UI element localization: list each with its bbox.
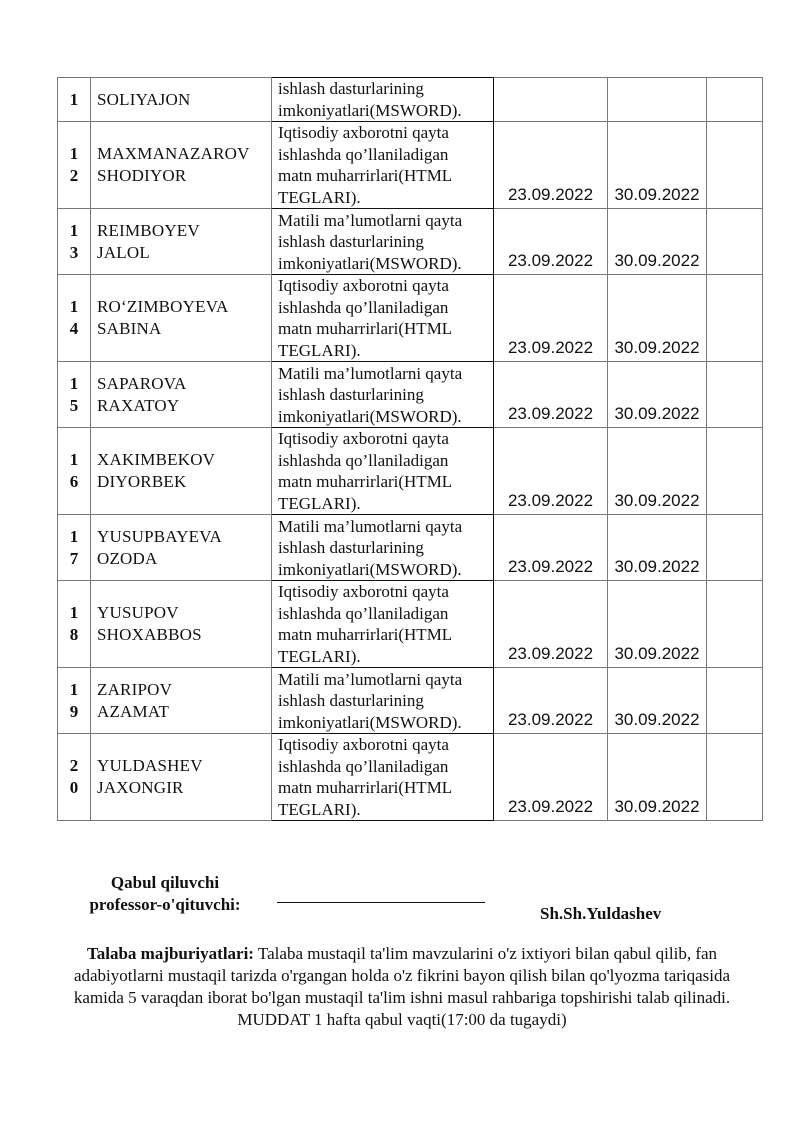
student-name <box>91 668 272 734</box>
row-number-line: 1 <box>69 679 79 699</box>
row-number <box>58 734 91 821</box>
topic-line: Iqtisodiy axborotni qayta <box>278 123 449 142</box>
table-row <box>58 515 763 581</box>
row-number <box>58 362 91 428</box>
end-date: 30.09.2022 <box>608 209 707 275</box>
student-name-line: DIYORBEK <box>97 472 187 491</box>
row-number-line: 1 <box>69 89 79 109</box>
signature-cell <box>707 428 763 515</box>
topic-line: TEGLARI). <box>278 646 361 666</box>
topic <box>272 78 494 122</box>
start-date: 23.09.2022 <box>494 668 608 734</box>
row-number-line: 0 <box>69 778 79 797</box>
topic-line: imkoniyatlari(MSWORD). <box>278 559 462 579</box>
student-name-line: REIMBOYEV <box>97 220 200 240</box>
student-name-line: YUSUPBAYEVA <box>97 526 223 546</box>
topic <box>272 581 494 668</box>
table-row <box>58 734 763 821</box>
student-name-line: AZAMAT <box>97 701 170 721</box>
assignment-table <box>57 77 763 821</box>
student-name-line: RAXATOY <box>97 395 180 415</box>
topic-line: Iqtisodiy axborotni qayta <box>278 735 449 754</box>
signature-cell <box>707 734 763 821</box>
topic-line: ishlashda qo’llaniladigan <box>278 144 449 164</box>
row-number <box>58 78 91 122</box>
signature-cell <box>707 515 763 581</box>
student-name-line: JAXONGIR <box>97 778 184 797</box>
row-number-line: 1 <box>69 373 79 393</box>
student-name-line: SABINA <box>97 319 162 338</box>
table-row <box>58 275 763 362</box>
student-name-line: YULDASHEV <box>97 756 203 775</box>
table-row <box>58 122 763 209</box>
topic <box>272 668 494 734</box>
topic-line: matn muharrirlari(HTML <box>278 625 453 644</box>
student-name <box>91 428 272 515</box>
end-date: 30.09.2022 <box>608 428 707 515</box>
row-number <box>58 122 91 209</box>
student-name <box>91 78 272 122</box>
student-name-line: MAXMANAZAROV <box>97 144 250 163</box>
table-row <box>58 209 763 275</box>
topic-line: ishlash dasturlarining <box>278 538 424 557</box>
row-number <box>58 581 91 668</box>
student-name-line: ZARIPOV <box>97 679 173 699</box>
topic-line: Matili ma’lumotlarni qayta <box>278 210 463 230</box>
student-name-line: JALOL <box>97 242 150 262</box>
row-number-line: 6 <box>69 472 79 491</box>
start-date: 23.09.2022 <box>494 275 608 362</box>
topic <box>272 275 494 362</box>
row-number-line: 2 <box>69 756 79 775</box>
topic-line: ishlash dasturlarining <box>278 691 424 710</box>
end-date: 30.09.2022 <box>608 515 707 581</box>
topic-line: matn muharrirlari(HTML <box>278 319 453 338</box>
student-name <box>91 275 272 362</box>
topic-line: TEGLARI). <box>278 799 361 819</box>
start-date: 23.09.2022 <box>494 734 608 821</box>
row-number-line: 1 <box>69 144 79 163</box>
row-number <box>58 428 91 515</box>
end-date: 30.09.2022 <box>608 275 707 362</box>
topic-line: Iqtisodiy axborotni qayta <box>278 429 449 448</box>
start-date <box>494 78 608 122</box>
row-number-line: 2 <box>69 166 79 185</box>
student-obligations <box>60 943 744 1031</box>
row-number-line: 5 <box>69 395 79 415</box>
topic <box>272 428 494 515</box>
professor-name: Sh.Sh.Yuldashev <box>540 904 662 923</box>
row-number-line: 1 <box>69 220 79 240</box>
student-name <box>91 362 272 428</box>
topic-line: matn muharrirlari(HTML <box>278 472 453 491</box>
row-number <box>58 209 91 275</box>
receiver-label-line2: professor-o'qituvchi: <box>89 895 241 914</box>
topic-line: Matili ma’lumotlarni qayta <box>278 363 463 383</box>
topic-line: imkoniyatlari(MSWORD). <box>278 406 462 426</box>
receiver-label-line1: Qabul qiluvchi <box>110 873 220 892</box>
row-number-line: 1 <box>69 297 79 316</box>
topic-line: Iqtisodiy axborotni qayta <box>278 582 449 601</box>
topic-line: Matili ma’lumotlarni qayta <box>278 516 463 536</box>
student-name-line: SOLIYAJON <box>97 89 191 109</box>
row-number-line: 3 <box>69 242 79 262</box>
topic <box>272 515 494 581</box>
row-number <box>58 515 91 581</box>
student-name <box>91 581 272 668</box>
topic-line: matn muharrirlari(HTML <box>278 166 453 185</box>
student-name-line: SAPAROVA <box>97 373 187 393</box>
receiver-label <box>70 872 260 916</box>
start-date: 23.09.2022 <box>494 209 608 275</box>
table-row <box>58 362 763 428</box>
student-name <box>91 515 272 581</box>
topic-line: imkoniyatlari(MSWORD). <box>278 100 462 120</box>
start-date: 23.09.2022 <box>494 581 608 668</box>
topic <box>272 122 494 209</box>
end-date: 30.09.2022 <box>608 122 707 209</box>
end-date: 30.09.2022 <box>608 734 707 821</box>
topic-line: ishlashda qo’llaniladigan <box>278 450 449 470</box>
signature-cell <box>707 78 763 122</box>
table-row <box>58 581 763 668</box>
topic-line: TEGLARI). <box>278 187 361 207</box>
topic-line: TEGLARI). <box>278 493 361 513</box>
signature-cell <box>707 275 763 362</box>
student-name-line: YUSUPOV <box>97 603 179 622</box>
topic-line: ishlashda qo’llaniladigan <box>278 297 449 317</box>
signature-cell <box>707 581 763 668</box>
student-name <box>91 122 272 209</box>
row-number-line: 1 <box>69 526 79 546</box>
start-date: 23.09.2022 <box>494 122 608 209</box>
topic-line: ishlash dasturlarining <box>278 232 424 251</box>
student-name-line: RO‘ZIMBOYEVA <box>97 297 229 316</box>
topic-line: ishlash dasturlarining <box>278 79 424 98</box>
topic <box>272 362 494 428</box>
signature-cell <box>707 362 763 428</box>
topic-line: Iqtisodiy axborotni qayta <box>278 276 449 295</box>
table-row <box>58 668 763 734</box>
row-number-line: 4 <box>69 319 79 338</box>
start-date: 23.09.2022 <box>494 362 608 428</box>
student-name-line: SHODIYOR <box>97 166 187 185</box>
student-name <box>91 734 272 821</box>
topic-line: ishlashda qo’llaniladigan <box>278 603 449 623</box>
topic <box>272 734 494 821</box>
student-name <box>91 209 272 275</box>
row-number-line: 1 <box>69 603 79 622</box>
student-name-line: OZODA <box>97 548 158 568</box>
topic-line: TEGLARI). <box>278 340 361 360</box>
topic-line: ishlash dasturlarining <box>278 385 424 404</box>
signature-cell <box>707 668 763 734</box>
row-number-line: 8 <box>69 625 79 644</box>
end-date: 30.09.2022 <box>608 362 707 428</box>
table-row <box>58 428 763 515</box>
topic <box>272 209 494 275</box>
row-number <box>58 275 91 362</box>
topic-line: imkoniyatlari(MSWORD). <box>278 253 462 273</box>
student-name-line: XAKIMBEKOV <box>97 450 216 469</box>
obligations-title: Talaba majburiyatlari: <box>86 944 254 963</box>
topic-line: imkoniyatlari(MSWORD). <box>278 712 462 732</box>
student-name-line: SHOXABBOS <box>97 625 202 644</box>
signature-line <box>277 902 485 903</box>
obligations-text: Talaba mustaqil ta'lim mavzularini o'z ixtiyori bilan qabul qilib, fan adabiyotlarni mustaqil tarizda o'rgangan holda o'z fikrini bayon qilish bilan qo'lyozma tariqasida kamida 5 varaqdan iborat bo'lgan mustaqil ta'lim ishni masul rahbariga topshirishi talab qilinadi. MUDDAT 1 hafta qabul vaqti(17:00 da tugaydi) <box>73 944 731 1029</box>
end-date <box>608 78 707 122</box>
start-date: 23.09.2022 <box>494 515 608 581</box>
table-row <box>58 78 763 122</box>
row-number <box>58 668 91 734</box>
start-date: 23.09.2022 <box>494 428 608 515</box>
row-number-line: 1 <box>69 450 79 469</box>
topic-line: matn muharrirlari(HTML <box>278 778 453 797</box>
topic-line: ishlashda qo’llaniladigan <box>278 756 449 776</box>
end-date: 30.09.2022 <box>608 668 707 734</box>
end-date: 30.09.2022 <box>608 581 707 668</box>
signature-cell <box>707 209 763 275</box>
topic-line: Matili ma’lumotlarni qayta <box>278 669 463 689</box>
row-number-line: 9 <box>69 701 79 721</box>
assignment-table-body <box>58 78 763 821</box>
signature-cell <box>707 122 763 209</box>
row-number-line: 7 <box>69 548 79 568</box>
